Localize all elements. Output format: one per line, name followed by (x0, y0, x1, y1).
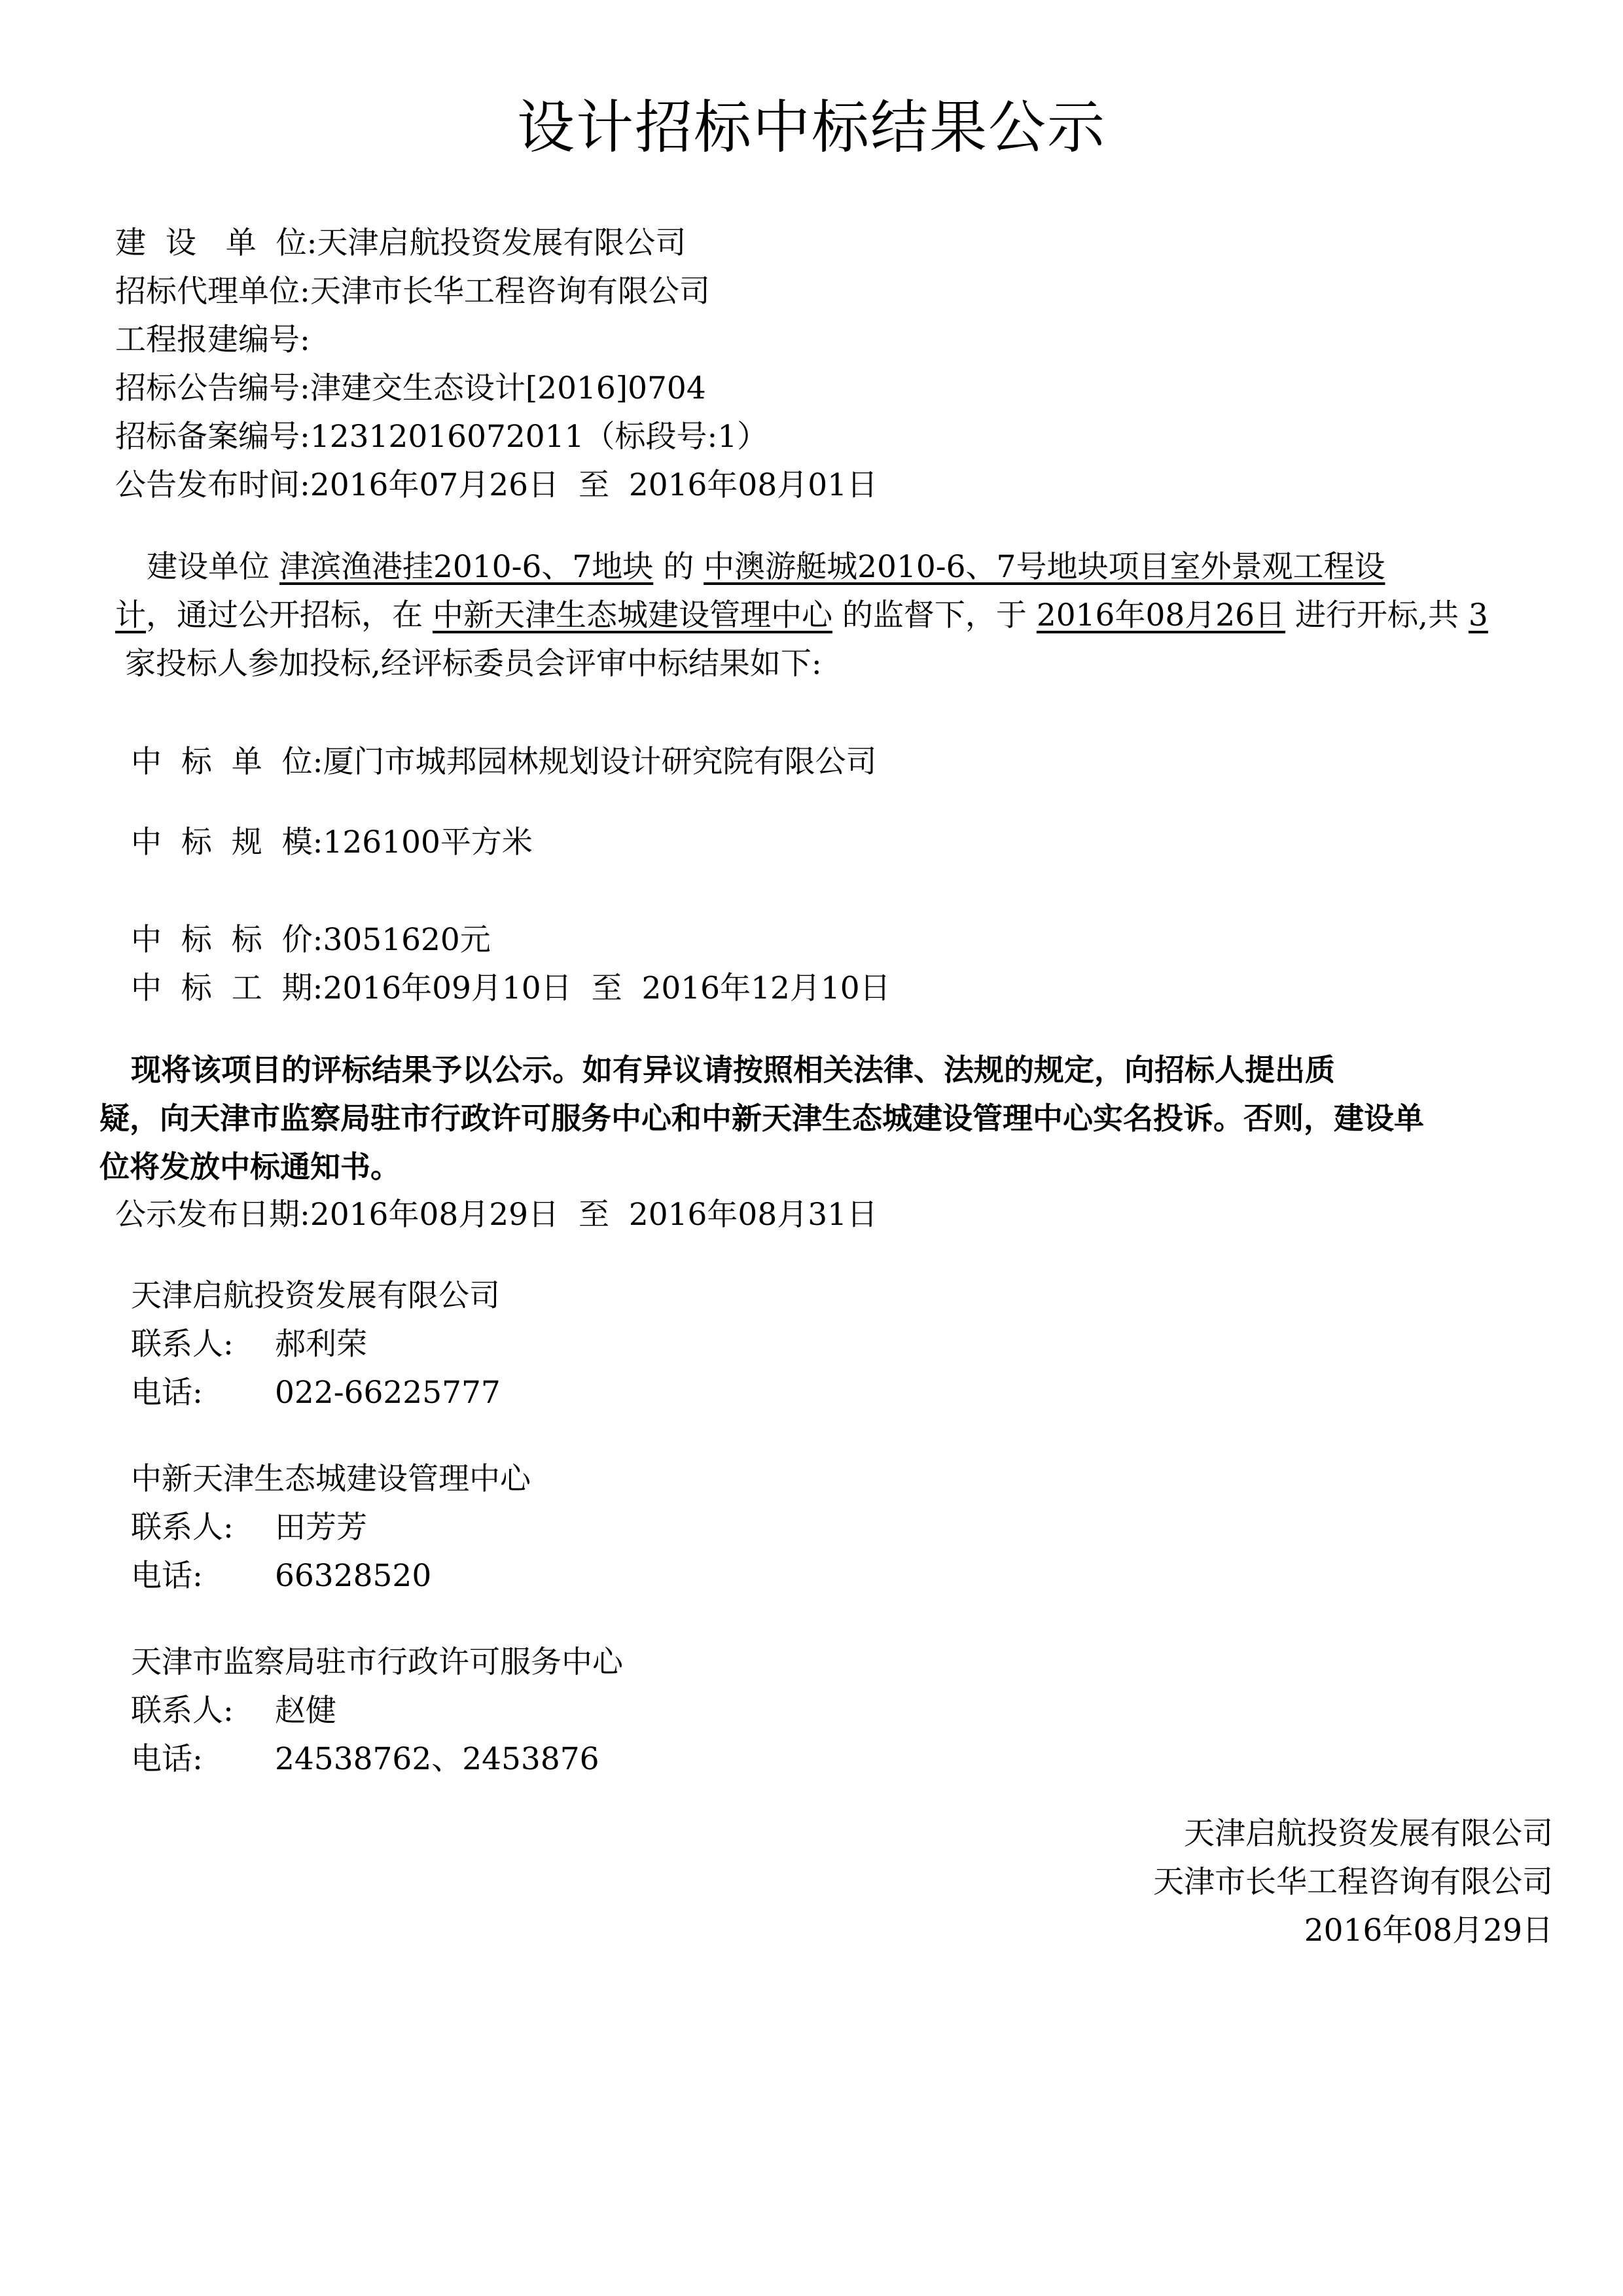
header-fields (115, 219, 878, 510)
contact-person-label: 联系人: (131, 1510, 234, 1545)
field-label: 招标代理单位: (115, 274, 310, 309)
field-announcement-time (115, 461, 878, 510)
contact-block (131, 1272, 501, 1417)
field-value: 12312016072011（标段号:1） (310, 419, 768, 455)
field-value: 天津市长华工程咨询有限公司 (310, 274, 710, 309)
contact-phone: 022-66225777 (275, 1375, 501, 1411)
notice-line: 疑，向天津市监察局驻市行政许可服务中心和中新天津生态城建设管理中心实名投诉。否则，建设单 (99, 1101, 1424, 1136)
intro-paragraph: 建设单位 津滨渔港挂2010-6、7地块 的 中澳游艇城2010-6、7号地块项目室外景观工程设计，通过公开招标，在 中新天津生态城建设管理中心 的监督下，于 2016年08月26日 进行开标,共 3 家投标人参加投标,经评标委员会评审中标结果如下: (115, 549, 1488, 682)
contact-block (131, 1638, 623, 1784)
contact-org: 中新天津生态城建设管理中心 (131, 1461, 531, 1497)
contact-block (131, 1455, 531, 1600)
project-name: 中澳游艇城2010-6、7号地块项目室外景观工程设计 (115, 549, 1385, 633)
result-label: 中 标 标 价: (131, 922, 323, 958)
contact-person: 赵健 (275, 1693, 336, 1729)
contact-person: 田芳芳 (275, 1510, 367, 1545)
contact-phone-label: 电话: (131, 1558, 203, 1594)
contact-phone-label: 电话: (131, 1741, 203, 1777)
supervisor-name: 中新天津生态城建设管理中心 (432, 597, 832, 633)
field-value: 津建交生态设计[2016]0704 (310, 370, 706, 406)
document-title: 设计招标中标结果公示 (516, 94, 1106, 161)
field-announcement-no (115, 364, 878, 413)
notice-line: 位将发放中标通知书。 (99, 1149, 401, 1184)
contact-person: 郝利荣 (275, 1326, 367, 1362)
project-site: 津滨渔港挂2010-6、7地块 (279, 549, 654, 585)
result-period (131, 964, 891, 1013)
result-label: 中 标 规 模: (131, 824, 323, 860)
notice-paragraph (99, 1046, 1424, 1191)
field-value: 天津启航投资发展有限公司 (317, 225, 687, 261)
notice-line: 现将该项目的评标结果予以公示。如有异议请按照相关法律、法规的规定，向招标人提出质 (131, 1052, 1335, 1087)
field-label: 招标公告编号: (115, 370, 310, 406)
signature-org: 天津启航投资发展有限公司 (1184, 1816, 1553, 1852)
field-builder (115, 219, 878, 268)
result-scale (131, 819, 533, 867)
contact-phone: 24538762、2453876 (275, 1741, 599, 1777)
contact-phone-label: 电话: (131, 1375, 203, 1411)
result-price (131, 916, 491, 964)
field-registration-no (115, 316, 878, 364)
contact-org: 天津市监察局驻市行政许可服务中心 (131, 1644, 623, 1680)
field-label: 建 设 单 位: (115, 225, 317, 261)
result-label: 中 标 单 位: (131, 744, 323, 780)
contact-person-label: 联系人: (131, 1693, 234, 1729)
field-agent (115, 268, 878, 316)
result-label: 中 标 工 期: (131, 970, 323, 1006)
open-date: 2016年08月26日 (1036, 597, 1286, 633)
field-label: 工程报建编号: (115, 322, 310, 358)
result-winner (131, 738, 876, 786)
field-label: 公告发布时间: (115, 467, 310, 503)
signature-block (1153, 1810, 1553, 1955)
contact-phone: 66328520 (275, 1558, 432, 1594)
winner-name: 厦门市城邦园林规划设计研究院有限公司 (323, 744, 877, 780)
period-value: 2016年09月10日 至 2016年12月10日 (323, 970, 891, 1006)
signature-org: 天津市长华工程咨询有限公司 (1153, 1864, 1553, 1900)
field-value: 2016年07月26日 至 2016年08月01日 (310, 467, 878, 503)
publish-value: 2016年08月29日 至 2016年08月31日 (310, 1197, 878, 1233)
contact-person-label: 联系人: (131, 1326, 234, 1362)
contact-org: 天津启航投资发展有限公司 (131, 1278, 500, 1314)
field-filing-no (115, 413, 878, 461)
bidder-count: 3 (1468, 597, 1488, 633)
scale-value: 126100平方米 (323, 824, 533, 860)
price-value: 3051620元 (323, 922, 491, 958)
publish-date-row (115, 1191, 878, 1239)
publish-label: 公示发布日期: (115, 1197, 310, 1233)
signature-date: 2016年08月29日 (1304, 1913, 1553, 1949)
field-label: 招标备案编号: (115, 419, 310, 455)
